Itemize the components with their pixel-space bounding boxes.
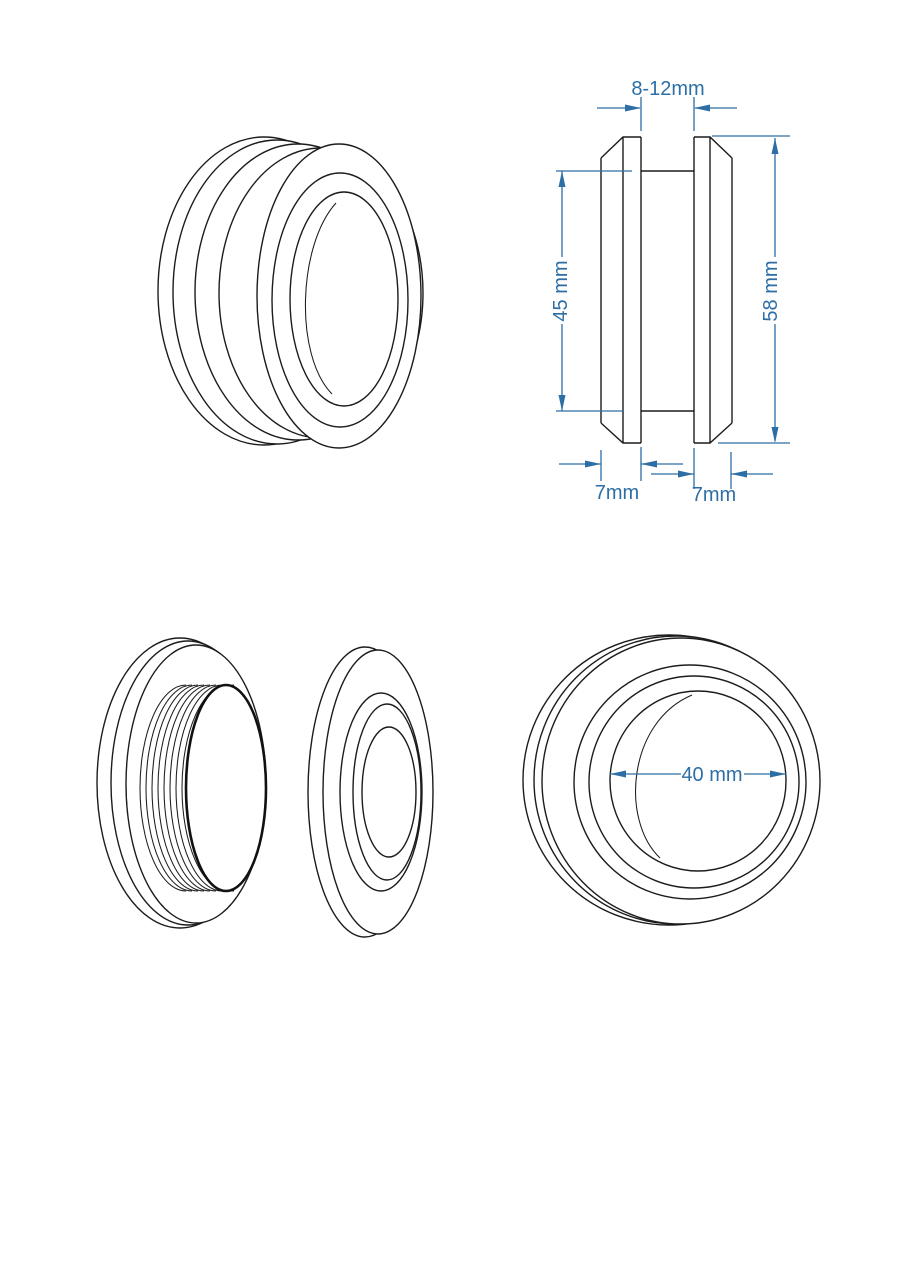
dim-label-flange-left: 7mm	[594, 482, 640, 504]
extension-lines	[601, 447, 641, 481]
figure-knob-cross-section	[550, 78, 790, 506]
arrowhead-right-icon	[585, 461, 601, 468]
dimension-barrel-height	[550, 171, 632, 411]
extension-lines	[641, 97, 694, 131]
dimension-outer-height	[712, 136, 790, 443]
dim-label-flange-right: 7mm	[691, 484, 737, 506]
ring-hole-ellipse	[362, 727, 416, 857]
ring-nut-part	[308, 647, 433, 937]
extension-lines	[694, 448, 731, 489]
figure-knob-assembled-front	[523, 635, 820, 925]
hole-ellipse	[290, 192, 398, 406]
cross-section-outline	[601, 137, 732, 443]
arrowhead-left-icon	[694, 105, 710, 112]
figure-knob-isometric	[158, 137, 423, 448]
arrowhead-left-icon	[641, 461, 657, 468]
left-flange-profile	[601, 137, 641, 443]
arrowhead-up-icon	[772, 138, 779, 154]
dim-label-hole-diameter: 40 mm	[681, 764, 743, 786]
arrowhead-right-icon	[678, 471, 694, 478]
barrel-web-lines	[641, 171, 694, 411]
arrowhead-right-icon	[625, 105, 641, 112]
thread-face-ellipse	[186, 685, 266, 891]
dim-label-outer-height: 58 mm	[760, 260, 782, 322]
dimension-glass-thickness	[597, 78, 737, 131]
figure-knob-exploded	[97, 638, 433, 937]
dimension-flange-left	[559, 447, 683, 504]
dimension-flange-right	[651, 448, 773, 506]
right-flange-profile	[694, 137, 732, 443]
dim-label-glass-thickness: 8-12mm	[631, 78, 705, 100]
threaded-part	[97, 638, 266, 928]
arrowhead-down-icon	[772, 427, 779, 443]
arrowhead-down-icon	[559, 395, 566, 411]
dim-label-barrel-height: 45 mm	[550, 260, 572, 322]
arrowhead-up-icon	[559, 171, 566, 187]
arrowhead-left-icon	[731, 471, 747, 478]
